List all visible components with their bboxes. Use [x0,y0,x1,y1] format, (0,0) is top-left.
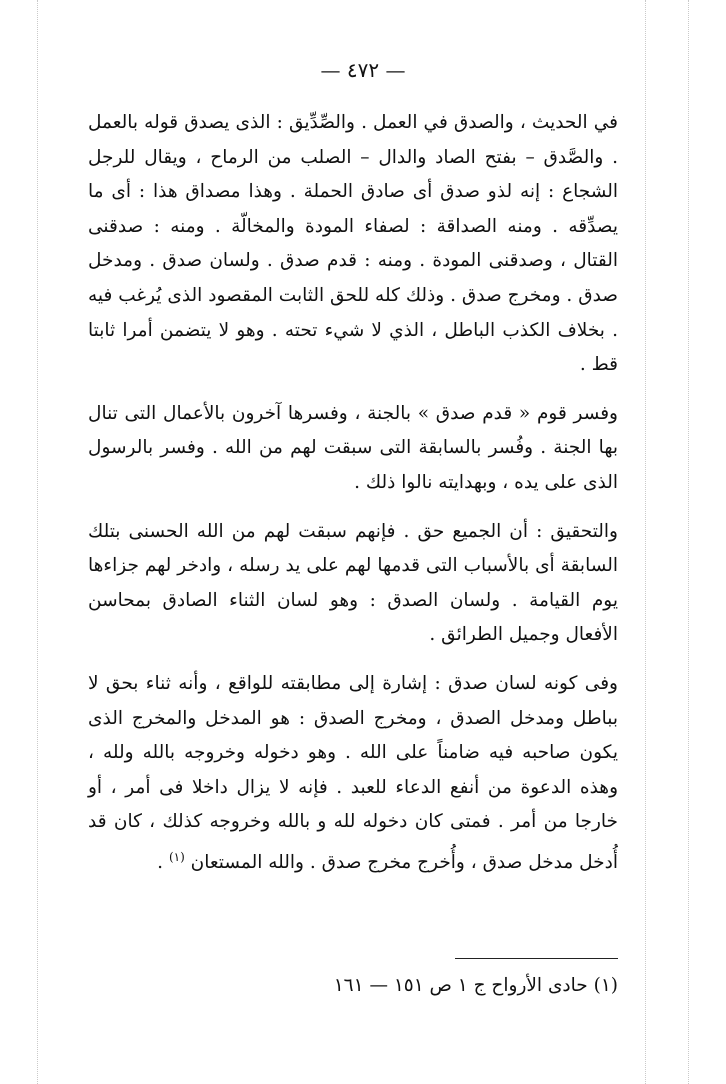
footnote-divider [455,958,618,959]
scan-guide-line [645,0,646,1084]
paragraph-last: وفى كونه لسان صدق : إشارة إلى مطابقته للواقع ، وأنه ثناء بحق لا بباطل ومدخل الصدق ، ومخرج الصدق : هو المدخل والمخرج الذى يكون صاحبه فيه ضامناً على الله . وهو دخوله وخروجه بالله ولله ، وهذه الدعوة من أنفع الدعاء للعبد . فإنه لا يزال داخلا فى أمر ، أو خارجا من أمر . فمتى كان دخوله لله و بالله وخروجه كذلك ، كان قد أُدخل مدخل صدق ، وأُخرج مخرج صدق . والله المستعان $^{(١)}$ . [88,672,618,874]
footnote: (١) حادى الأرواح ج ١ ص ١٥١ — ١٦١ [333,975,618,996]
page-number: — ٤٧٢ — [320,58,406,82]
paragraph-text: وفى كونه لسان صدق : إشارة إلى مطابقته للواقع ، وأنه ثناء بحق لا بباطل ومدخل الصدق ، ومخرج الصدق : هو المدخل والمخرج الذى يكون صاحبه فيه ضامناً على الله . وهو دخوله وخروجه بالله ولله ، وهذه الدعوة من أنفع الدعاء للعبد . فإنه لا يزال داخلا فى أمر ، أو خارجا من أمر . فمتى كان دخوله لله و بالله وخروجه كذلك ، كان قد أُدخل مدخل صدق ، وأُخرج مخرج صدق . والله المستعان [88,672,618,874]
paragraph: والتحقيق : أن الجميع حق . فإنهم سبقت لهم من الله الحسنى بتلك السابقة أى بالأسباب التى قدمها لهم على يد رسله ، وادخر لهم جزاءها يوم القيامة . ولسان الصدق : وهو لسان الثناء الصادق بمحاسن الأفعال وجميل الطرائق . [88,520,618,646]
paragraph: وفسر قوم « قدم صدق » بالجنة ، وفسرها آخرون بالأعمال التى تنال بها الجنة . وفُسر بالسابقة التى سبقت لهم من الله . وفسر بالرسول الذى على يده ، وبهدايته نالوا ذلك . [88,402,618,493]
scan-guide-line [37,0,38,1084]
body-text [88,106,618,881]
scan-guide-line [688,0,689,1084]
paragraph: في الحديث ، والصدق في العمل . والصِّدِّيق : الذى يصدق قوله بالعمل . والصَّدق – بفتح الصاد والدال – الصلب من الرماح ، ويقال للرجل الشجاع : إنه لذو صدق أى صادق الحملة . وهذا مصداق هذا : أى ما يصدِّقه . ومنه الصداقة : لصفاء المودة والمخالّة . ومنه : صدقنى القتال ، وصدقنى المودة . ومنه : قدم صدق . ولسان صدق . ومدخل صدق . ومخرج صدق . وذلك كله للحق الثابت المقصود الذى يُرغب فيه . بخلاف الكذب الباطل ، الذي لا شيء تحته . وهو لا يتضمن أمرا ثابتا قط . [88,112,618,376]
footnote-marker: (١) [168,849,185,864]
